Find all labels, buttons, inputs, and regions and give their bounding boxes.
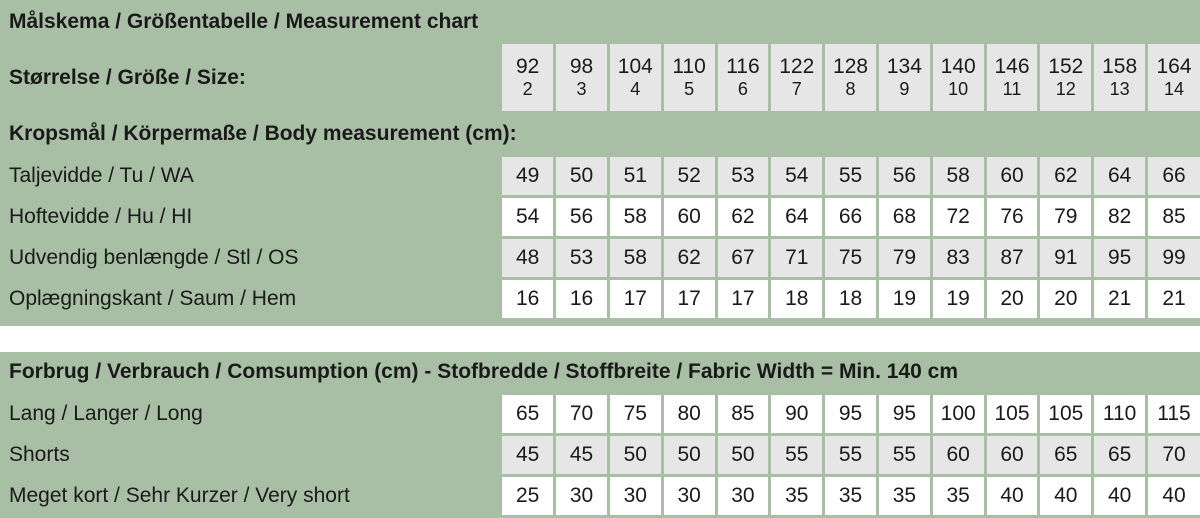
value-cell: 60 [987,436,1038,474]
size-cm: 92 [516,54,540,78]
value-cell: 50 [718,436,769,474]
size-cell [610,44,661,111]
size-age: 6 [737,78,748,99]
value-cell: 80 [664,395,715,433]
size-cm: 158 [1102,54,1138,78]
value-cell: 79 [1040,198,1091,236]
value-cell: 50 [664,436,715,474]
table-row [0,198,1200,236]
value-cell: 65 [1040,436,1091,474]
size-cell [771,44,822,111]
row-label: Shorts [0,436,499,474]
value-cell: 58 [610,198,661,236]
value-cell: 35 [933,477,984,515]
value-cell: 75 [610,395,661,433]
size-cm: 152 [1048,54,1084,78]
row-label: Udvendig benlængde / Stl / OS [0,239,499,277]
value-cell: 51 [610,157,661,195]
value-cell: 53 [718,157,769,195]
size-label: Størrelse / Größe / Size: [0,44,499,111]
value-cell: 17 [610,280,661,318]
body-measurement-header: Kropsmål / Körpermaße / Body measurement (cm): [0,114,1200,154]
table-row [0,280,1200,318]
size-cell [718,44,769,111]
value-cell: 87 [987,239,1038,277]
row-label: Taljevidde / Tu / WA [0,157,499,195]
value-cell: 62 [664,239,715,277]
value-cell: 95 [1094,239,1145,277]
row-label: Hoftevidde / Hu / HI [0,198,499,236]
value-cell: 70 [556,395,607,433]
value-cell: 19 [879,280,930,318]
value-cell: 99 [1148,239,1200,277]
value-cell: 91 [1040,239,1091,277]
value-cell: 50 [556,157,607,195]
value-cell: 19 [933,280,984,318]
size-cell [987,44,1038,111]
size-row [0,44,1200,111]
value-cell: 30 [556,477,607,515]
value-cell: 55 [879,436,930,474]
size-age: 11 [1002,78,1022,99]
value-cell: 55 [825,157,876,195]
value-cell: 35 [879,477,930,515]
value-cell: 60 [664,198,715,236]
size-age: 12 [1055,78,1076,99]
value-cell: 30 [664,477,715,515]
size-cm: 134 [886,54,922,78]
size-cell [502,44,553,111]
value-cell: 18 [825,280,876,318]
value-cell: 71 [771,239,822,277]
value-cell: 68 [879,198,930,236]
consumption-header: Forbrug / Verbrauch / Comsumption (cm) - Stofbredde / Stoffbreite / Fabric Width = Min. 140 cm [0,352,1200,392]
table-row [0,436,1200,474]
size-age: 2 [522,78,533,99]
value-cell: 17 [664,280,715,318]
value-cell: 35 [825,477,876,515]
value-cell: 52 [664,157,715,195]
size-cm: 140 [940,54,976,78]
value-cell: 25 [502,477,553,515]
size-cm: 110 [672,54,706,78]
value-cell: 30 [610,477,661,515]
value-cell: 105 [987,395,1038,433]
value-cell: 79 [879,239,930,277]
size-age: 3 [576,78,587,99]
value-cell: 90 [771,395,822,433]
row-label: Lang / Langer / Long [0,395,499,433]
value-cell: 21 [1094,280,1145,318]
value-cell: 18 [771,280,822,318]
size-cm: 164 [1156,54,1192,78]
value-cell: 40 [1094,477,1145,515]
value-cell: 40 [987,477,1038,515]
row-label: Oplægningskant / Saum / Hem [0,280,499,318]
size-cell [1040,44,1091,111]
table-row [0,239,1200,277]
size-cell [933,44,984,111]
value-cell: 110 [1094,395,1145,433]
value-cell: 16 [556,280,607,318]
size-age: 5 [684,78,695,99]
value-cell: 35 [771,477,822,515]
size-cell [1094,44,1145,111]
value-cell: 60 [933,436,984,474]
size-age: 7 [791,78,802,99]
value-cell: 82 [1094,198,1145,236]
value-cell: 83 [933,239,984,277]
value-cell: 75 [825,239,876,277]
table-row [0,477,1200,515]
value-cell: 72 [933,198,984,236]
value-cell: 58 [610,239,661,277]
size-age: 9 [899,78,910,99]
value-cell: 56 [556,198,607,236]
value-cell: 20 [987,280,1038,318]
size-cell [879,44,930,111]
size-cm: 116 [726,54,760,78]
value-cell: 64 [1094,157,1145,195]
value-cell: 65 [1094,436,1145,474]
value-cell: 64 [771,198,822,236]
table-row [0,395,1200,433]
size-age: 8 [845,78,856,99]
value-cell: 66 [825,198,876,236]
size-cm: 98 [569,54,594,78]
size-cm: 122 [779,54,815,78]
value-cell: 100 [933,395,984,433]
value-cell: 40 [1040,477,1091,515]
size-cell [664,44,715,111]
value-cell: 40 [1148,477,1200,515]
value-cell: 66 [1148,157,1200,195]
value-cell: 67 [718,239,769,277]
size-cell [825,44,876,111]
value-cell: 49 [502,157,553,195]
size-age: 4 [630,78,641,99]
size-age: 10 [948,78,969,99]
value-cell: 56 [879,157,930,195]
value-cell: 60 [987,157,1038,195]
value-cell: 58 [933,157,984,195]
value-cell: 95 [879,395,930,433]
value-cell: 17 [718,280,769,318]
value-cell: 85 [1148,198,1200,236]
value-cell: 55 [771,436,822,474]
value-cell: 48 [502,239,553,277]
size-cm: 104 [617,54,653,78]
table-row [0,157,1200,195]
size-age: 13 [1109,78,1130,99]
value-cell: 65 [502,395,553,433]
value-cell: 20 [1040,280,1091,318]
value-cell: 76 [987,198,1038,236]
value-cell: 50 [610,436,661,474]
value-cell: 45 [556,436,607,474]
size-cell [556,44,607,111]
chart-title: Målskema / Größentabelle / Measurement chart [0,0,1200,44]
value-cell: 53 [556,239,607,277]
value-cell: 70 [1148,436,1200,474]
size-cm: 146 [994,54,1030,78]
value-cell: 115 [1148,395,1200,433]
value-cell: 62 [718,198,769,236]
size-age: 14 [1163,78,1184,99]
size-cm: 128 [833,54,869,78]
value-cell: 21 [1148,280,1200,318]
value-cell: 30 [718,477,769,515]
row-label: Meget kort / Sehr Kurzer / Very short [0,477,499,515]
value-cell: 62 [1040,157,1091,195]
value-cell: 45 [502,436,553,474]
value-cell: 55 [825,436,876,474]
value-cell: 85 [718,395,769,433]
value-cell: 54 [502,198,553,236]
value-cell: 95 [825,395,876,433]
size-cell [1148,44,1200,111]
value-cell: 16 [502,280,553,318]
value-cell: 54 [771,157,822,195]
value-cell: 105 [1040,395,1091,433]
